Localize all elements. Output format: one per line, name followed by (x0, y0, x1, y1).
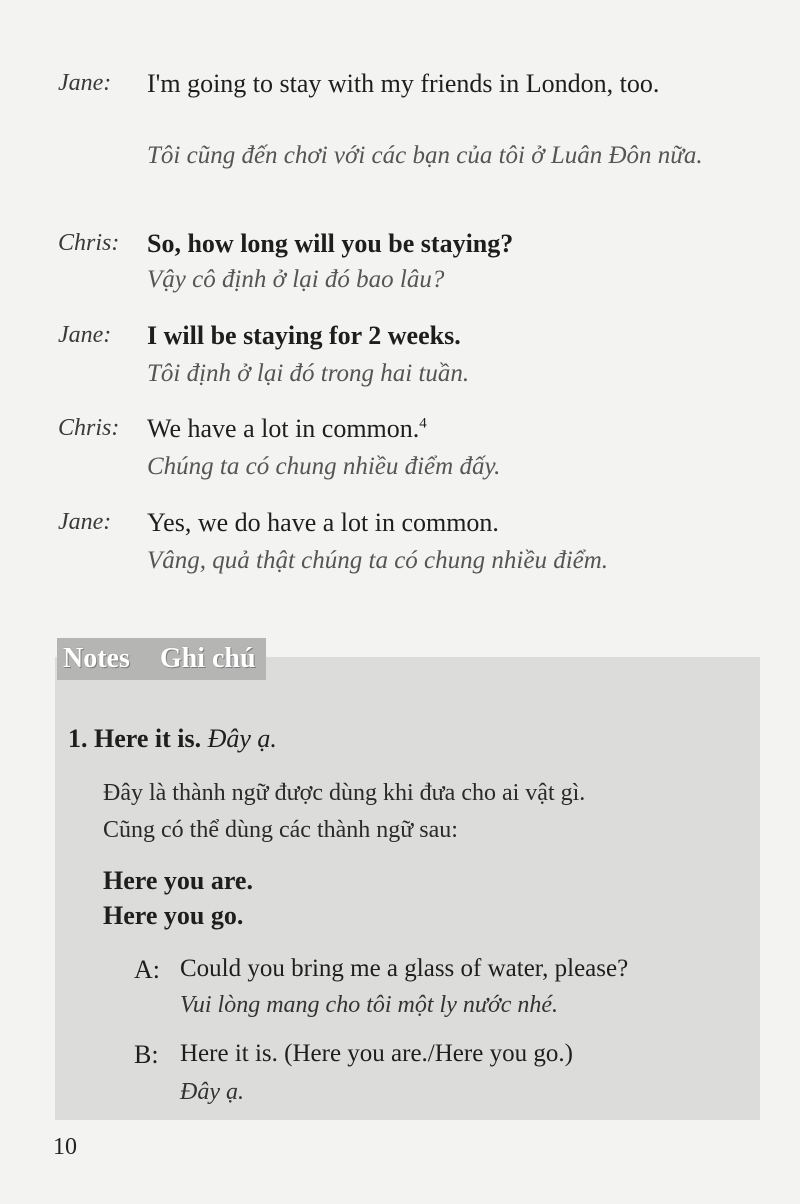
page-number: 10 (53, 1134, 77, 1160)
explanation-line: Cũng có thể dùng các thành ngữ sau: (103, 817, 458, 843)
explanation-line: Đây là thành ngữ được dùng khi đưa cho ai vật gì. (103, 780, 586, 806)
note-translation: Đây ạ. (207, 724, 277, 753)
speaker-label: Chris: (58, 415, 120, 441)
vietnamese-line: Vậy cô định ở lại đó bao lâu? (147, 266, 445, 293)
expression: Here you go. (103, 901, 244, 930)
speaker-label: Jane: (58, 70, 112, 96)
english-line: I'm going to stay with my friends in London, too. (147, 69, 660, 98)
example-label-b: B: (134, 1040, 159, 1069)
footnote-marker: 4 (419, 415, 427, 432)
vietnamese-line: Chúng ta có chung nhiều điểm đấy. (147, 453, 501, 480)
example-b-english: Here it is. (Here you are./Here you go.) (180, 1040, 573, 1067)
vietnamese-line: Vâng, quả thật chúng ta có chung nhiều điểm. (147, 547, 609, 574)
english-line: So, how long will you be staying? (147, 229, 514, 258)
example-label-a: A: (134, 955, 160, 984)
note-explanation (103, 775, 743, 849)
note-number: 1. (68, 724, 88, 753)
speaker-label: Chris: (58, 230, 120, 256)
vietnamese-line: Tôi cũng đến chơi với các bạn của tôi ở Luân Đôn nữa. (147, 142, 703, 169)
note-phrase: Here it is. (94, 724, 202, 753)
notes-header-english: Notes (63, 643, 130, 674)
english-line: Yes, we do have a lot in common. (147, 508, 499, 537)
speaker-label: Jane: (58, 322, 112, 348)
vietnamese-line: Tôi định ở lại đó trong hai tuần. (147, 360, 470, 387)
english-line (147, 411, 767, 447)
english-text: We have a lot in common. (147, 414, 420, 443)
example-b-vietnamese: Đây ạ. (180, 1079, 244, 1105)
note-title (68, 724, 277, 754)
notes-header (57, 638, 266, 680)
expression: Here you are. (103, 866, 253, 895)
example-a-english: Could you bring me a glass of water, please? (180, 955, 629, 982)
example-a-vietnamese: Vui lòng mang cho tôi một ly nước nhé. (180, 992, 559, 1018)
speaker-label: Jane: (58, 509, 112, 535)
english-line: I will be staying for 2 weeks. (147, 321, 461, 350)
notes-header-vietnamese: Ghi chú (159, 643, 256, 674)
